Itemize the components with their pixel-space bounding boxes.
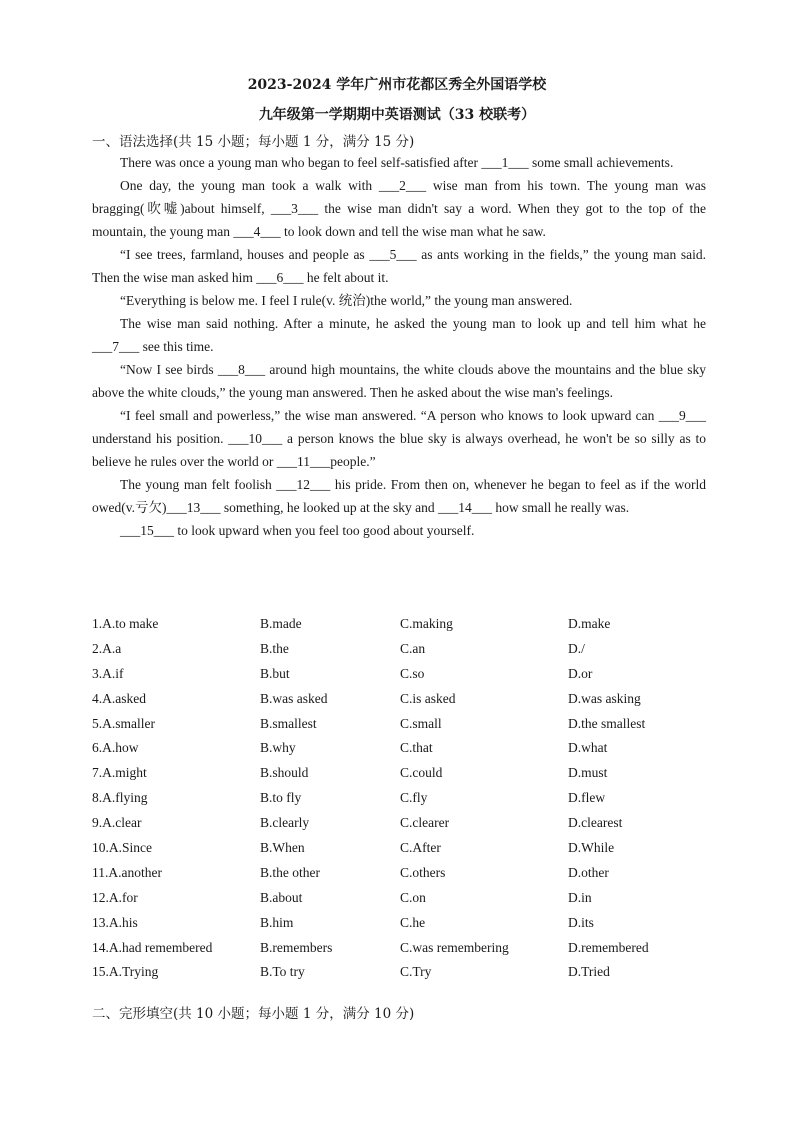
option-d: D./: [568, 640, 585, 656]
option-b: B.To try: [260, 964, 305, 980]
passage-paragraph: The young man felt foolish ___12___ his pride. From then on, whenever he began to feel as if the world owed(v.亏欠)___13___ something, he looked up at the sky and ___14___ how small he really was.: [92, 477, 706, 515]
option-b: B.the other: [260, 864, 320, 880]
option-row: [92, 712, 712, 737]
option-c: C.making: [400, 616, 453, 631]
option-b: B.clearly: [260, 815, 310, 831]
option-c: C.others: [400, 864, 446, 880]
option-d: D.the smallest: [568, 715, 646, 731]
passage-paragraph: “Everything is below me. I feel I rule(v. 统治)the world,” the young man answered.: [120, 293, 573, 308]
passage-paragraph: ___15___ to look upward when you feel too good about yourself.: [120, 523, 475, 538]
option-a: 12.A.for: [92, 889, 138, 905]
passage-paragraph: The wise man said nothing. After a minute, he asked the young man to look up and tell him what he ___7___ see this time.: [92, 316, 706, 354]
option-d: D.While: [568, 840, 615, 856]
option-a: 3.A.if: [92, 665, 124, 681]
option-b: B.the: [260, 640, 289, 656]
option-b: B.made: [260, 616, 302, 631]
option-b: B.When: [260, 840, 305, 856]
option-c: C.could: [400, 765, 443, 781]
passage-paragraph: One day, the young man took a walk with ___2___ wise man from his town. The young man was bragging(吹嘘)about himself, ___3___ the wise man didn't say a word. When they got to the top of the mountain, the young man ___4___ to look down and tell the wise man what he saw.: [92, 178, 706, 239]
option-c: C.on: [400, 889, 426, 905]
option-a: 10.A.Since: [92, 840, 152, 856]
option-b: B.but: [260, 665, 290, 681]
option-row: [92, 761, 712, 786]
option-c: C.is asked: [400, 690, 456, 706]
option-row: [92, 936, 712, 961]
passage-paragraph: “Now I see birds ___8___ around high mountains, the white clouds above the mountains and the blue sky above the white clouds,” the young man answered. Then he asked about the wise man's feelings.: [92, 362, 706, 400]
option-a: 8.A.flying: [92, 790, 148, 806]
option-a: 15.A.Trying: [92, 964, 159, 980]
option-b: B.smallest: [260, 715, 317, 731]
option-row: [92, 786, 712, 811]
option-b: B.why: [260, 740, 296, 756]
option-row: [92, 836, 712, 861]
option-a: 13.A.his: [92, 914, 138, 930]
option-d: D.was asking: [568, 690, 641, 706]
option-c: C.After: [400, 840, 441, 856]
option-d: D.Tried: [568, 964, 610, 980]
option-c: C.small: [400, 715, 442, 731]
option-c: C.Try: [400, 964, 432, 980]
option-d: D.what: [568, 740, 608, 756]
passage-paragraph: There was once a young man who began to feel self-satisfied after ___1___ some small achievements.: [120, 155, 674, 170]
option-a: 9.A.clear: [92, 815, 142, 831]
option-d: D.clearest: [568, 815, 623, 831]
answer-options: [92, 612, 712, 985]
option-d: D.or: [568, 665, 593, 681]
option-a: 5.A.smaller: [92, 715, 155, 731]
option-c: C.was remembering: [400, 939, 509, 955]
option-row: [92, 662, 712, 687]
option-c: C.clearer: [400, 815, 450, 831]
option-c: C.fly: [400, 790, 428, 806]
option-b: B.him: [260, 914, 294, 930]
section2-heading: 二、完形填空(共 10 小题；每小题 1 分，满分 10 分): [92, 1006, 415, 1022]
option-a: 6.A.how: [92, 740, 139, 756]
option-row: [92, 612, 712, 637]
option-row: [92, 861, 712, 886]
option-a: 4.A.asked: [92, 690, 146, 706]
option-row: [92, 811, 712, 836]
option-b: B.remembers: [260, 939, 333, 955]
passage-paragraph: “I feel small and powerless,” the wise man answered. “A person who knows to look upward can ___9___ understand his position. ___10___ a person knows the blue sky is always overhead, he won't be so silly as to believe he rules over the world or ___11___people.”: [92, 408, 706, 469]
option-row: [92, 886, 712, 911]
section1-heading: 一、语法选择(共 15 小题；每小题 1 分，满分 15 分): [92, 134, 415, 150]
option-c: C.he: [400, 914, 426, 930]
passage-paragraph: “I see trees, farmland, houses and people as ___5___ as ants working in the fields,” the young man said. Then the wise man asked him ___6___ he felt about it.: [92, 247, 706, 285]
option-b: B.to fly: [260, 790, 302, 806]
option-a: 11.A.another: [92, 864, 162, 880]
option-d: D.remembered: [568, 939, 649, 955]
exam-title-line1: 2023-2024 学年广州市花都区秀全外国语学校: [247, 77, 547, 93]
option-c: C.that: [400, 740, 433, 756]
option-row: [92, 911, 712, 936]
exam-title-line2: 九年级第一学期期中英语测试（33 校联考）: [258, 107, 536, 123]
grammar-passage: [92, 151, 706, 542]
option-c: C.so: [400, 665, 425, 681]
option-d: D.make: [568, 616, 611, 631]
option-b: B.should: [260, 765, 309, 781]
option-row: [92, 637, 712, 662]
option-row: [92, 960, 712, 985]
option-d: D.must: [568, 765, 608, 781]
option-row: [92, 736, 712, 761]
option-row: [92, 687, 712, 712]
option-c: C.an: [400, 640, 426, 656]
option-a: 2.A.a: [92, 640, 122, 656]
option-a: 1.A.to make: [92, 616, 159, 631]
option-d: D.flew: [568, 790, 606, 806]
option-b: B.about: [260, 889, 303, 905]
option-d: D.its: [568, 914, 594, 930]
option-b: B.was asked: [260, 690, 328, 706]
option-a: 7.A.might: [92, 765, 147, 781]
option-d: D.in: [568, 889, 592, 905]
option-a: 14.A.had remembered: [92, 939, 213, 955]
option-d: D.other: [568, 864, 609, 880]
